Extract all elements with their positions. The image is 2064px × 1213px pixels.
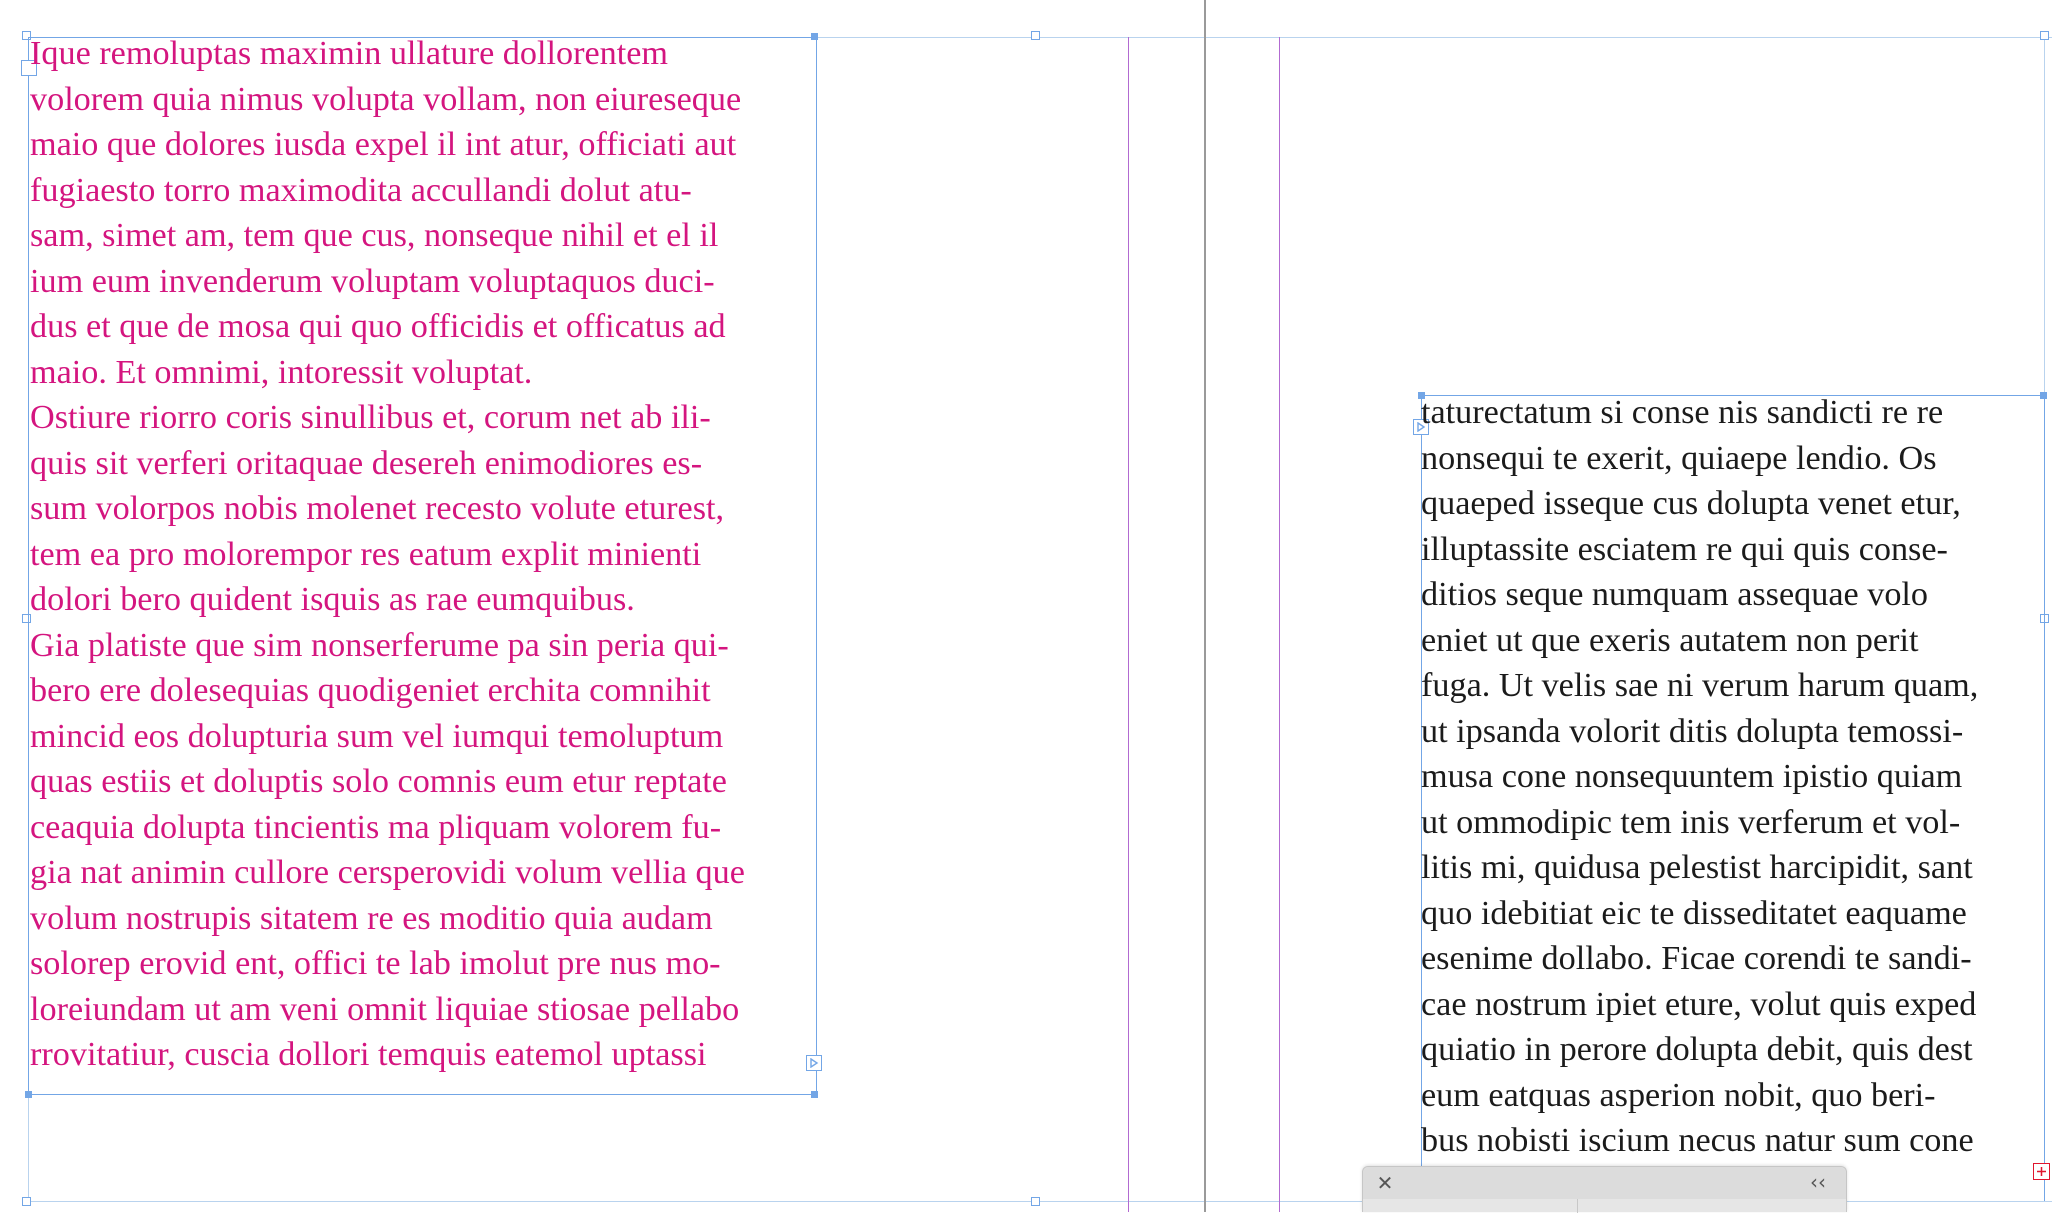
left-frame-out-port-icon[interactable] [806, 1055, 822, 1071]
right-story-line: quaeped isseque cus dolupta venet etur, [1421, 485, 1961, 522]
left-story-line: ium eum invenderum voluptam voluptaquos duci- [30, 262, 715, 300]
left-story-line: dus et que de mosa qui quo officidis et officatus ad [30, 308, 726, 345]
overset-text-plus-icon[interactable] [2033, 1163, 2050, 1180]
left-story-line: Ique remoluptas maximin ullature dollorentem [30, 35, 668, 72]
column-guide-left [1128, 37, 1129, 1212]
left-story-line: tem ea pro molorempor res eatum explit minienti [30, 535, 702, 573]
left-story-line: volum nostrupis sitatem re es moditio quia audam [30, 899, 713, 937]
left-story-line: maio. Et omnimi, intoressit voluptat. [30, 353, 533, 391]
right-story-line: quo idebitiat eic te disseditatet eaquame [1421, 894, 1967, 932]
right-story-line: litis mi, quidusa pelestist harcipidit, sant [1421, 849, 1973, 886]
left-story-line: loreiundam ut am veni omnit liquiae stiosae pellabo [30, 990, 740, 1028]
left-story-text[interactable] [30, 31, 745, 1078]
column-guide-right [1279, 37, 1280, 1212]
left-story-line: gia nat animin cullore cersperovidi volum vellia que [30, 854, 745, 891]
panel-divider [1577, 1199, 1578, 1213]
right-story-line: ut ipsanda volorit ditis dolupta temossi- [1421, 712, 1964, 750]
left-story-line: sam, simet am, tem que cus, nonseque nihil et el il [30, 217, 719, 254]
right-story-text[interactable] [1421, 390, 1978, 1209]
left-story-line: fugiaesto torro maximodita accullandi dolut atu- [30, 171, 692, 209]
panel-title-bar[interactable] [1363, 1167, 1846, 1199]
left-story-line: quis sit verferi oritaquae desereh enimodiores es- [30, 444, 703, 482]
left-story-line: volorem quia nimus volupta vollam, non eiureseque [30, 80, 742, 118]
left-story-line: maio que dolores iusda expel il int atur, officiati aut [30, 126, 737, 163]
right-story-line: taturectatum si conse nis sandicti re re [1421, 394, 1944, 431]
panel-close-icon[interactable]: ✕ [1376, 1171, 1394, 1195]
right-story-line: esenime dollabo. Ficae corendi te sandi- [1421, 940, 1972, 977]
right-story-line: illuptassite esciatem re qui quis conse- [1421, 530, 1948, 568]
left-story-line: Ostiure riorro coris sinullibus et, corum net ab ili- [30, 399, 711, 436]
left-story-line: bero ere dolesequias quodigeniet erchita comnihit [30, 672, 711, 709]
left-frame-handle-bottom-right[interactable] [811, 1091, 818, 1098]
right-story-line: eum eatquas asperion nobit, quo beri- [1421, 1076, 1936, 1114]
spread-spine [1204, 0, 1206, 1212]
left-story-line: dolori bero quident isquis as rae eumquibus. [30, 581, 635, 618]
page-handle-bottom-left[interactable] [22, 1197, 31, 1206]
left-story-line: sum volorpos nobis molenet recesto volute eturest, [30, 490, 725, 527]
right-story-line: cae nostrum ipiet eture, volut quis exped [1421, 985, 1977, 1023]
left-story-line: mincid eos dolupturia sum vel iumqui temoluptum [30, 717, 724, 755]
right-story-line: nonsequi te exerit, quiaepe lendio. Os [1421, 439, 1937, 477]
page-handle-top-mid[interactable] [1031, 31, 1040, 40]
right-story-line: ditios seque numquam assequae volo [1421, 576, 1929, 613]
page-handle-bottom-mid[interactable] [1031, 1197, 1040, 1206]
right-story-line: eniet ut que exeris autatem non perit [1421, 621, 1919, 659]
right-story-line: quiatio in perore dolupta debit, quis dest [1421, 1031, 1973, 1068]
floating-panel[interactable] [1362, 1166, 1847, 1212]
left-story-line: quas estiis et doluptis solo comnis eum etur reptate [30, 763, 727, 800]
right-frame-handle-top-right[interactable] [2040, 392, 2047, 399]
page-handle-top-right[interactable] [2040, 31, 2049, 40]
left-story-line: rrovitatiur, cuscia dollori temquis eatemol uptassi [30, 1036, 707, 1073]
left-story-line: Gia platiste que sim nonserferume pa sin peria qui- [30, 626, 729, 664]
left-frame-handle-bottom-left[interactable] [25, 1091, 32, 1098]
left-frame-handle-top-right[interactable] [811, 33, 818, 40]
left-story-line: solorep erovid ent, offici te lab imolut pre nus mo- [30, 945, 721, 982]
right-story-line: fuga. Ut velis sae ni verum harum quam, [1421, 667, 1979, 704]
panel-collapse-icon[interactable]: ‹‹ [1810, 1170, 1826, 1194]
right-story-line: musa cone nonsequuntem ipistio quiam [1421, 758, 1963, 795]
right-story-line: bus nobisti iscium necus natur sum cone [1421, 1122, 1974, 1159]
right-story-line: ut ommodipic tem inis verferum et vol- [1421, 803, 1961, 841]
left-story-line: ceaquia dolupta tincientis ma pliquam volorem fu- [30, 808, 722, 846]
